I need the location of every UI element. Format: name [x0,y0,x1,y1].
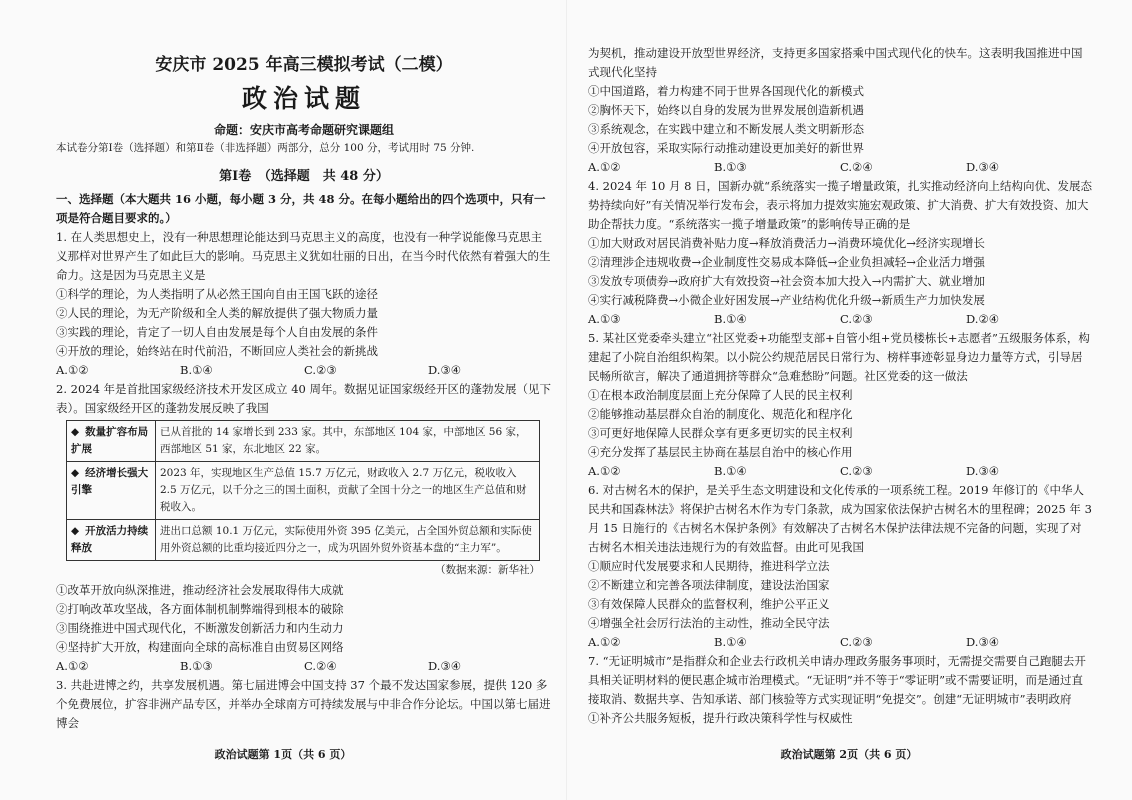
question-7-stem: 7. “无证明城市”是指群众和企业去行政机关申请办理政务服务事项时，无需提交需要自己跑腿去开具相关证明材料的便民惠企城市治理模式。“无证明”并不等于“零证明”或不需要证明，而是通过直接取消、数据共享、告知承诺、部门核验等方式实现证明“免提交”。创建“无证明城市”表明政府 [588,654,1086,706]
exam-title: 安庆市 2025 年高三模拟考试（二模） [155,55,453,75]
q3-option-1: ①中国道路，着力构建不同于世界各国现代化的新模式 [588,84,864,98]
table-row-text: 进出口总额 10.1 万亿元，实际使用外资 395 亿美元，占全国外贸总额和实际使用外资总额的比重均接近四分之一，成为巩固外贸外资基本盘的“主力军”。 [156,520,540,561]
q3-option-4: ④开放包容，采取实际行动推动建设更加美好的新世界 [588,141,864,155]
diamond-bullet-icon: ◆ [71,525,80,537]
q2-answer-d: D.③④ [428,659,462,673]
page-footer-left: 政治试题第 1页（共 6 页） [214,748,352,761]
q4-option-2: ②清理涉企违规收费→企业制度性交易成本降低→企业负担减轻→企业活力增强 [588,255,985,269]
q4-answer-d: D.②④ [966,312,1000,326]
question-1-stem: 1. 在人类思想史上，没有一种思想理论能达到马克思主义的高度，也没有一种学说能像马克思主义那样对世界产生了如此巨大的影响。马克思主义犹如壮丽的日出，在当今时代依然有着强大的生命力。这是因为马克思主义是 [56,230,551,282]
q4-answer-c: C.②③ [840,312,873,326]
q1-option-1: ①科学的理论，为人类指明了从必然王国向自由王国飞跃的途径 [56,287,378,301]
q2-answer-c: C.②④ [304,659,337,673]
q2-answer-b: B.①③ [180,659,213,673]
question-2-stem: 2. 2024 年是首批国家级经济技术开发区成立 40 周年。数据见证国家级经开区的蓬勃发展（见下表）。国家级经开区的蓬勃发展反映了我国 [56,382,551,415]
q6-option-4: ④增强全社会厉行法治的主动性，推动全民守法 [588,616,830,630]
table-row [67,421,540,462]
q5-answer-a: A.①② [588,464,621,478]
table-row-text: 2023 年，实现地区生产总值 15.7 万亿元，财政收入 2.7 万亿元，税收收入 2.5 万亿元，以千分之三的国土面积，贡献了全国十分之一的地区生产总值和财税收入。 [156,462,540,520]
table-row-label: ◆ 数量扩容布局扩展 [67,421,156,462]
q5-option-2: ②能够推动基层群众自治的制度化、规范化和程序化 [588,407,853,421]
q1-answer-c: C.②③ [304,363,337,377]
question-5-stem: 5. 某社区党委牵头建立“社区党委+功能型支部+自管小组+党员楼栋长+志愿者”五级服务体系，构建起了小院自治组织构架。以小院公约规范居民日常行为、榜样事迹彰显身边力量等方式，引导居民畅所欲言，解决了通道拥挤等群众“急难愁盼”问题。社区党委的这一做法 [588,331,1090,383]
table-row [67,520,540,561]
q5-option-3: ③可更好地保障人民群众享有更多更切实的民主权利 [588,426,853,440]
q1-option-3: ③实践的理论，肯定了一切人自由发展是每个人自由发展的条件 [56,325,378,339]
q1-option-4: ④开放的理论，始终站在时代前沿，不断回应人类社会的新挑战 [56,344,378,358]
subject-title: 政治试题 [241,84,366,113]
q2-option-3: ③围绕推进中国式现代化，不断激发创新活力和内生动力 [56,621,344,635]
question-3-continued: 为契机，推动建设开放型世界经济，支持更多国家搭乘中国式现代化的快车。这表明我国推进中国式现代化坚持 [588,46,1083,79]
author-line: 命题：安庆市高考命题研究课题组 [213,123,394,137]
q5-option-1: ①在根本政治制度层面上充分保障了人民的民主权利 [588,388,853,402]
q2-option-1: ①改革开放向纵深推进，推动经济社会发展取得伟大成就 [56,583,344,597]
q3-answer-a: A.①② [588,160,621,174]
q5-option-4: ④充分发挥了基层民主协商在基层自治中的核心作用 [588,445,853,459]
q3-option-2: ②胸怀天下，始终以自身的发展为世界发展创造新机遇 [588,103,864,117]
q4-option-1: ①加大财政对居民消费补贴力度→释放消费活力→消费环境优化→经济实现增长 [588,236,985,250]
q3-answer-d: D.③④ [966,160,1000,174]
q4-option-4: ④实行减税降费→小微企业好困发展→产业结构优化升级→新质生产力加快发展 [588,293,985,307]
q5-answer-d: D.③④ [966,464,1000,478]
q1-answer-d: D.③④ [428,363,462,377]
q6-answer-a: A.①② [588,635,621,649]
q6-answer-d: D.③④ [966,635,1000,649]
diamond-bullet-icon: ◆ [71,426,80,438]
q2-data-table [66,420,540,561]
q4-answers [588,310,1092,329]
q1-option-2: ②人民的理论，为无产阶级和全人类的解放提供了强大物质力量 [56,306,378,320]
q1-answer-a: A.①② [56,363,89,377]
question-4-stem: 4. 2024 年 10 月 8 日，国新办就“系统落实一揽子增量政策，扎实推动经济向上结构向优、发展态势持续向好”有关情况举行发布会，表示将加力提效实施宏观政策、扩大消费、扩大有效投资、加大助企帮扶力度。“系统落实一揽子增量政策”的影响传导正确的是 [588,179,1092,231]
q6-option-2: ②不断建立和完善各项法律制度，建设法治国家 [588,578,830,592]
q1-answer-b: B.①④ [180,363,213,377]
q5-answer-c: C.②③ [840,464,873,478]
table-row-text: 已从首批的 14 家增长到 233 家。其中，东部地区 104 家，中部地区 56 家，西部地区 51 家，东北地区 22 家。 [156,421,540,462]
q7-option-1: ①补齐公共服务短板，提升行政决策科学性与权威性 [588,711,853,725]
q4-answer-b: B.①④ [714,312,747,326]
q6-answers [588,633,1092,652]
q6-answer-b: B.①④ [714,635,747,649]
q2-option-2: ②打响改革攻坚战，各方面体制机制弊端得到根本的破除 [56,602,344,616]
q2-answer-a: A.①② [56,659,89,673]
q3-answers [588,158,1092,177]
q3-answer-b: B.①③ [714,160,747,174]
q3-option-3: ③系统观念，在实践中建立和不断发展人类文明新形态 [588,122,864,136]
question-6-stem: 6. 对古树名木的保护，是关乎生态文明建设和文化传承的一项系统工程。2019 年修订的《中华人民共和国森林法》将保护古树名木作为专门条款，成为国家依法保护古树名木的里程碑；2025 年 3 月 15 日施行的《古树名木保护条例》有效解决了古树名木保护法律法规不完备的问题，实现了对古树名木相关违法违规行为的有效监督。由此可见我国 [588,483,1092,554]
data-source: （数据来源：新华社） [435,564,540,576]
question-3-stem: 3. 共赴进博之约，共享发展机遇。第七届进博会中国支持 37 个最不发达国家参展，提供 120 多个免费展位，扩容非洲产品专区，并举办全球南方可持续发展与中非合作分论坛。中国以第七届进博会 [56,678,551,730]
diamond-bullet-icon: ◆ [71,467,80,479]
table-row-label: ◆ 经济增长强大引擎 [67,462,156,520]
q2-answers [56,657,552,676]
table-row [67,462,540,520]
q6-answer-c: C.②③ [840,635,873,649]
page-footer-right: 政治试题第 2页（共 6 页） [780,748,918,761]
q6-option-3: ③有效保障人民群众的监督权利，维护公平正义 [588,597,830,611]
q1-answers [56,361,552,380]
q6-option-1: ①顺应时代发展要求和人民期待，推进科学立法 [588,559,830,573]
table-row-label: ◆ 开放活力持续释放 [67,520,156,561]
q4-answer-a: A.①③ [588,312,621,326]
section-heading: 第Ⅰ卷 （选择题 共 48 分） [219,169,389,184]
q4-option-3: ③发放专项债券→政府扩大有效投资→社会资本加大投入→内需扩大、就业增加 [588,274,985,288]
q5-answer-b: B.①④ [714,464,747,478]
q3-answer-c: C.②④ [840,160,873,174]
q2-option-4: ④坚持扩大开放，构建面向全球的高标准自由贸易区网络 [56,640,344,654]
instruction: 一、选择题（本大题共 16 小题，每小题 3 分，共 48 分。在每小题给出的四个选项中，只有一项是符合题目要求的。） [56,192,546,225]
exam-note: 本试卷分第Ⅰ卷（选择题）和第Ⅱ卷（非选择题）两部分，总分 100 分，考试用时 75 分钟. [56,142,475,154]
q5-answers [588,462,1092,481]
page-right [566,0,1132,800]
